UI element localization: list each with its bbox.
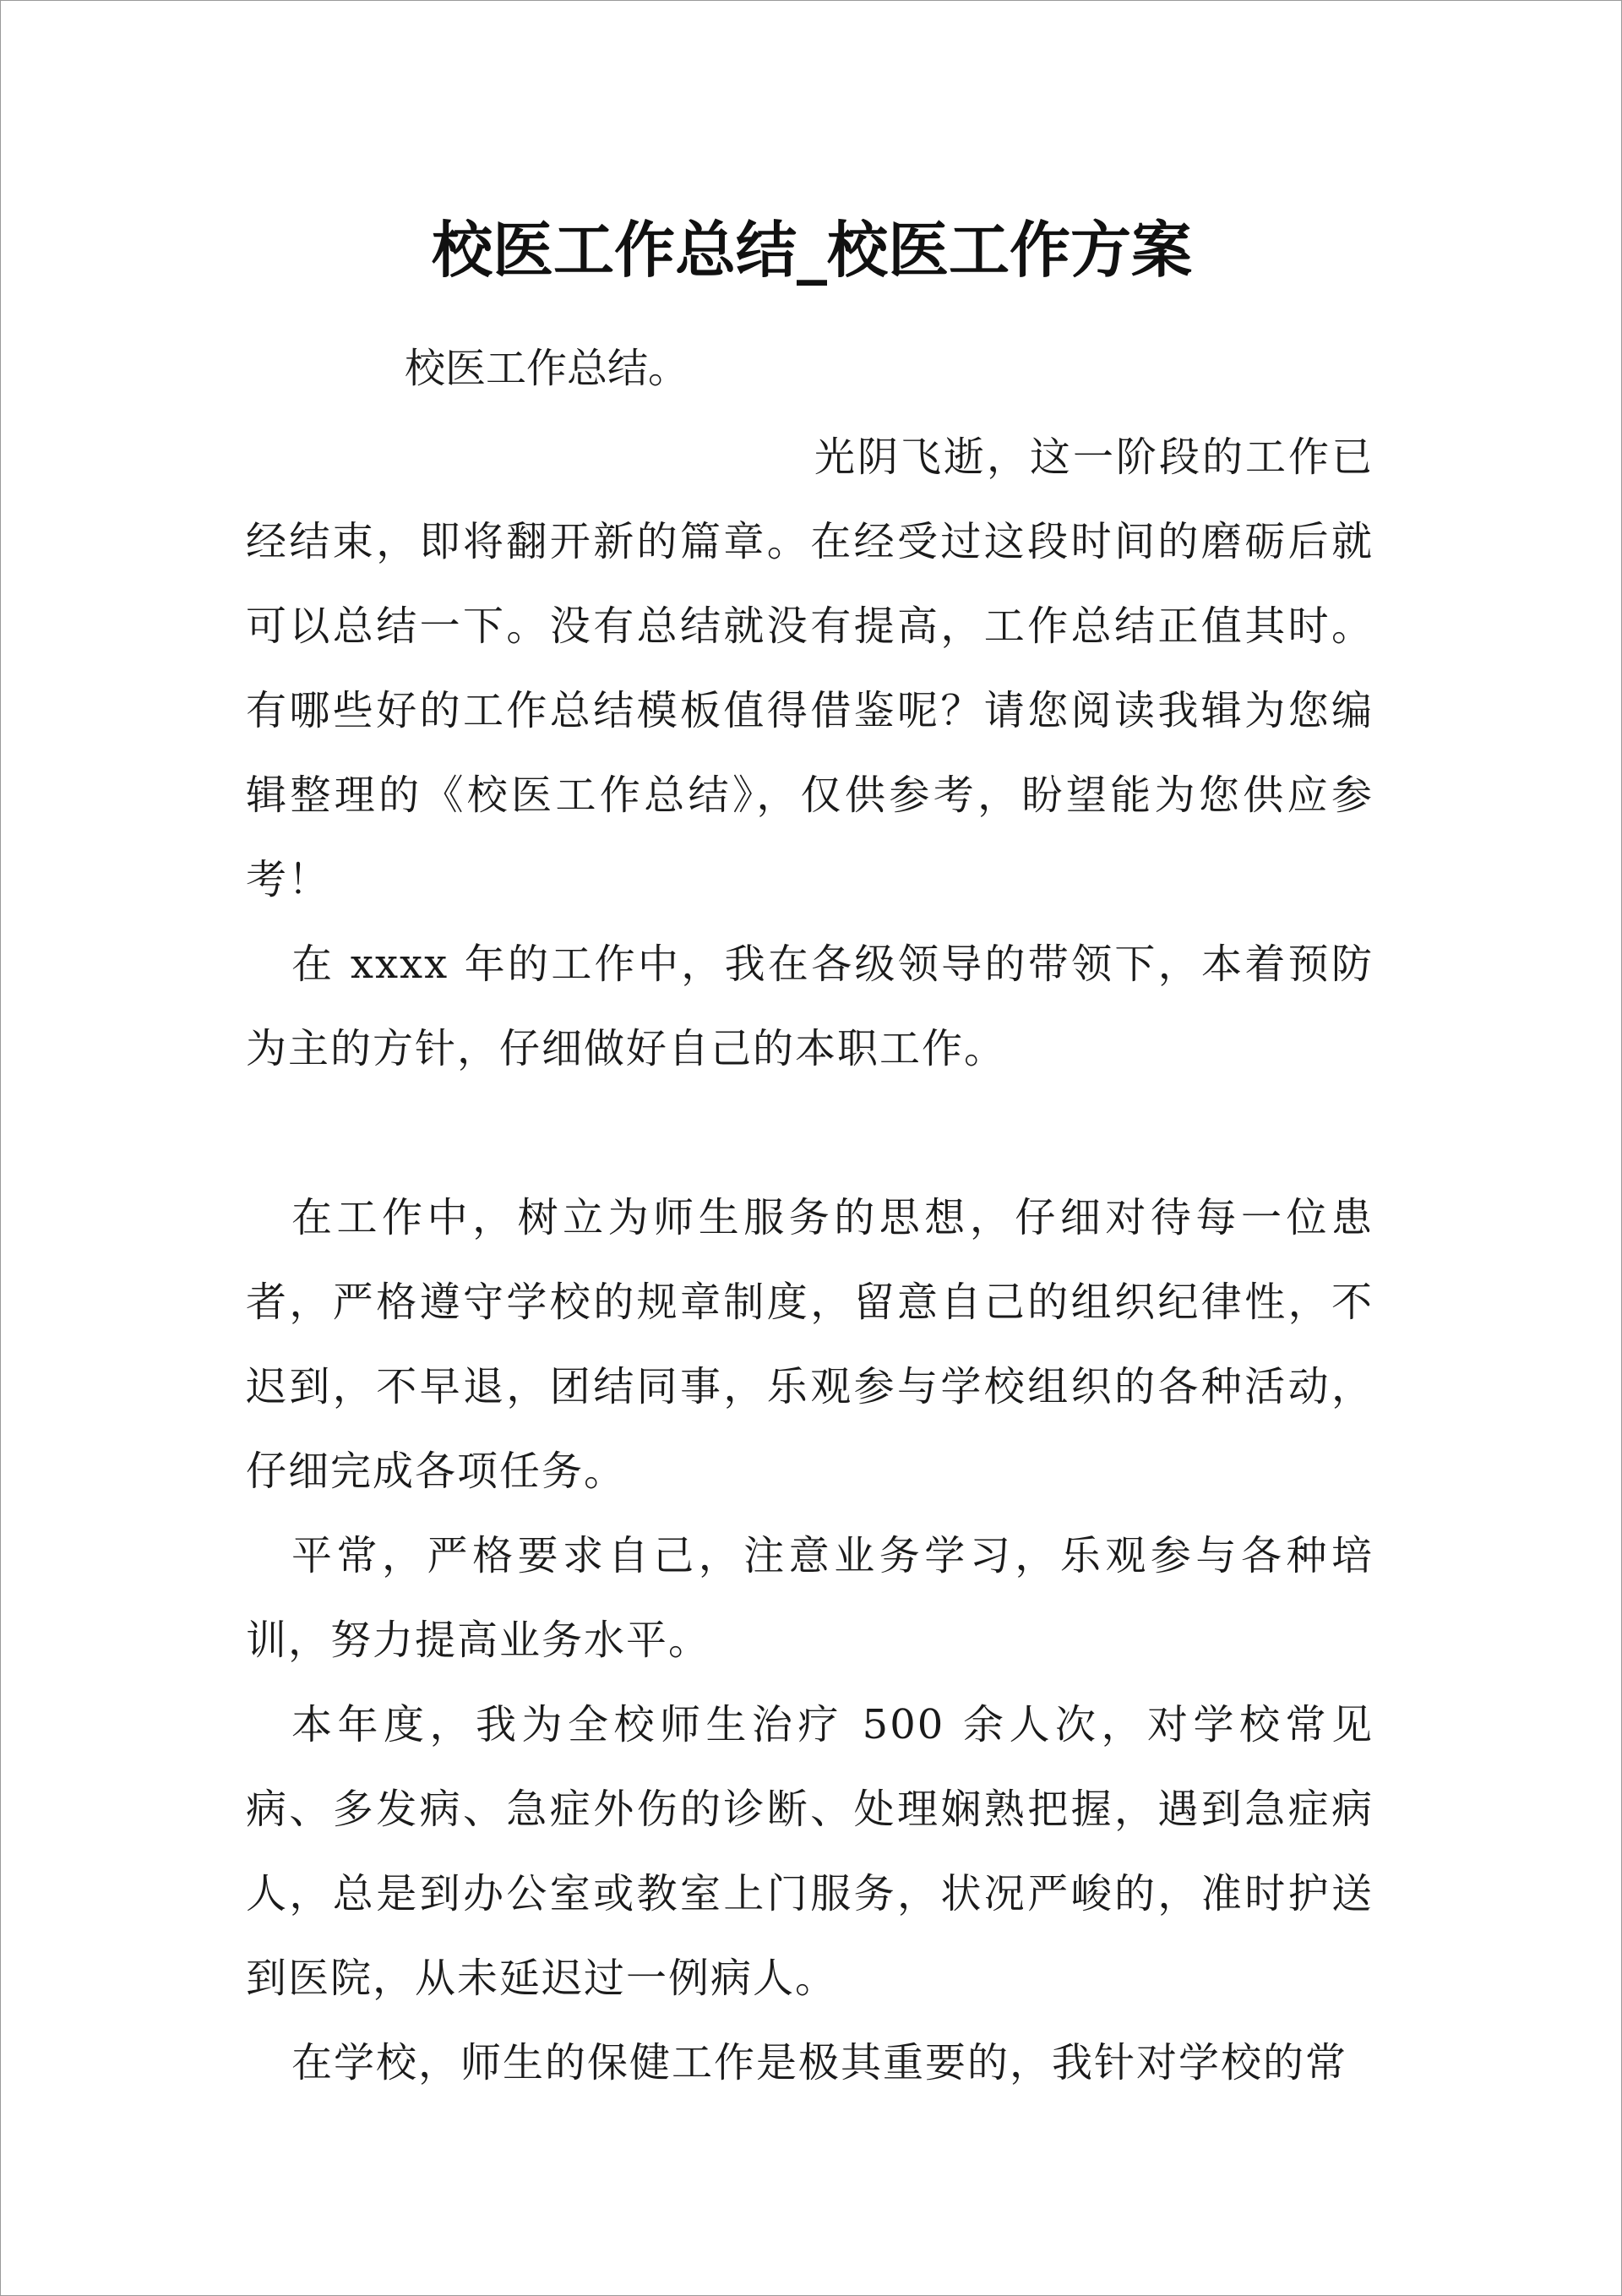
section-subhead: 校医工作总结。 (405, 345, 689, 392)
paragraph-4: 平常，严格要求自己，注意业务学习，乐观参与各种培训，努力提高业务水平。 (246, 1532, 1374, 1664)
paragraph-6: 在学校，师生的保健工作是极其重要的，我针对学校的常 (291, 2039, 1348, 2086)
body-block-1 (246, 415, 1374, 1091)
body-block-2 (246, 1175, 1374, 2105)
paragraph-5: 本年度，我为全校师生治疗 500 余人次，对学校常见病、多发病、急症外伤的诊断、处理娴熟把握，遇到急症病人，总是到办公室或教室上门服务，状况严峻的，准时护送到医院，从未延迟过一例病人。 (246, 1701, 1374, 2002)
paragraph-intro: 光阴飞逝，这一阶段的工作已经结束，即将翻开新的篇章。在经受过这段时间的磨砺后就可以总结一下。没有总结就没有提高，工作总结正值其时。有哪些好的工作总结模板值得借鉴呢？请您阅读我辑为您编辑整理的《校医工作总结》，仅供参考，盼望能为您供应参考！ (246, 434, 1374, 903)
paragraph-2: 在 xxxx 年的工作中，我在各级领导的带领下，本着预防为主的方针，仔细做好自己的本职工作。 (246, 941, 1374, 1072)
document-title: 校医工作总结_校医工作方案 (431, 215, 1192, 286)
paragraph-3: 在工作中，树立为师生服务的思想，仔细对待每一位患者，严格遵守学校的规章制度，留意自己的组织纪律性，不迟到，不早退，团结同事，乐观参与学校组织的各种活动，仔细完成各项任务。 (246, 1194, 1374, 1495)
